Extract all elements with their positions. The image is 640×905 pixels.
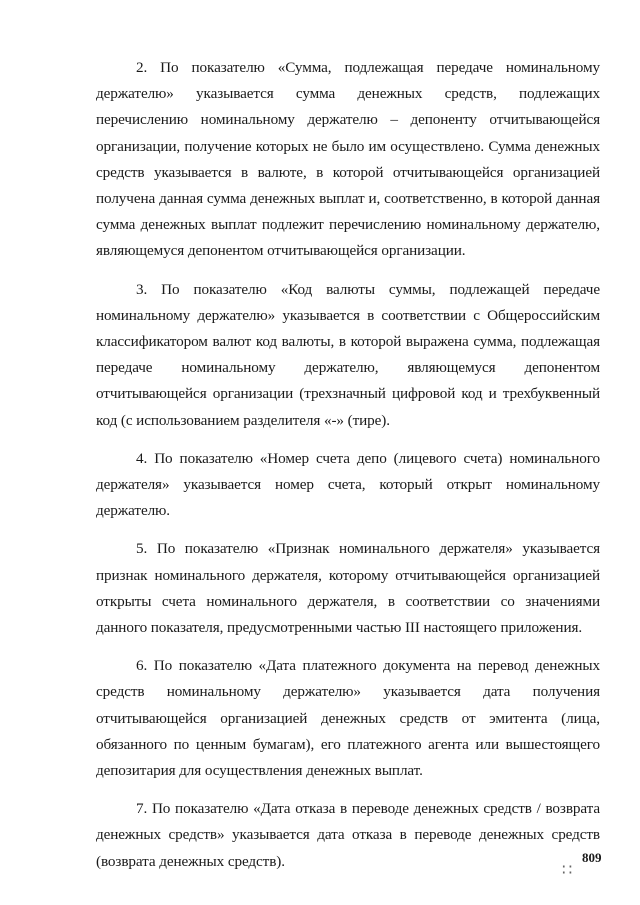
paragraph-6: 6. По показателю «Дата платежного документа на перевод денежных средств номинальному держателю» указывается дата получения отчитывающейся организацией денежных средств от эмитента (лица, обязанного по ценным бумагам), его платежного агента или вышестоящего депозитария для осуществления денежных выплат. bbox=[96, 657, 600, 780]
paragraph-7: 7. По показателю «Дата отказа в переводе денежных средств / возврата денежных средств» указывается дата отказа в переводе денежных средств (возврата денежных средств). bbox=[96, 800, 600, 870]
paragraph-4: 4. По показателю «Номер счета депо (лицевого счета) номинального держателя» указывается номер счета, который открыт номинальному держателю. bbox=[96, 449, 600, 520]
stamp-mark-icon: ∷ bbox=[562, 862, 575, 879]
paragraph-3: 3. По показателю «Код валюты суммы, подлежащей передаче номинальному держателю» указывается в соответствии с Общероссийским классификатором валют код валюты, в которой выражена сумма, подлежащая передаче номинальному держателю, являющемуся депонентом отчитывающейся организации (трехзначный цифровой код и трехбуквенный код (с использованием разделителя «-» (тире). bbox=[96, 280, 600, 429]
paragraph-5: 5. По показателю «Признак номинального держателя» указывается признак номинального держателя, которому отчитывающейся организацией открыты счета номинального держателя, в соответствии со значениями данного показателя, предусмотренными частью III настоящего приложения. bbox=[96, 540, 600, 637]
paragraph-2: 2. По показателю «Сумма, подлежащая передаче номинальному держателю» указывается сумма денежных средств, подлежащих перечислению номинальному держателю – депоненту отчитывающейся организации, получение которых не было им осуществлено. Сумма денежных средств указывается в валюте, в которой отчитывающейся организацией получена данная сумма денежных выплат и, соответственно, в которой данная сумма денежных выплат подлежит перечислению номинальному держателю, являющемуся депонентом отчитывающейся организации. bbox=[96, 59, 600, 260]
document-page bbox=[96, 55, 600, 887]
page-number: 809 bbox=[582, 850, 602, 865]
